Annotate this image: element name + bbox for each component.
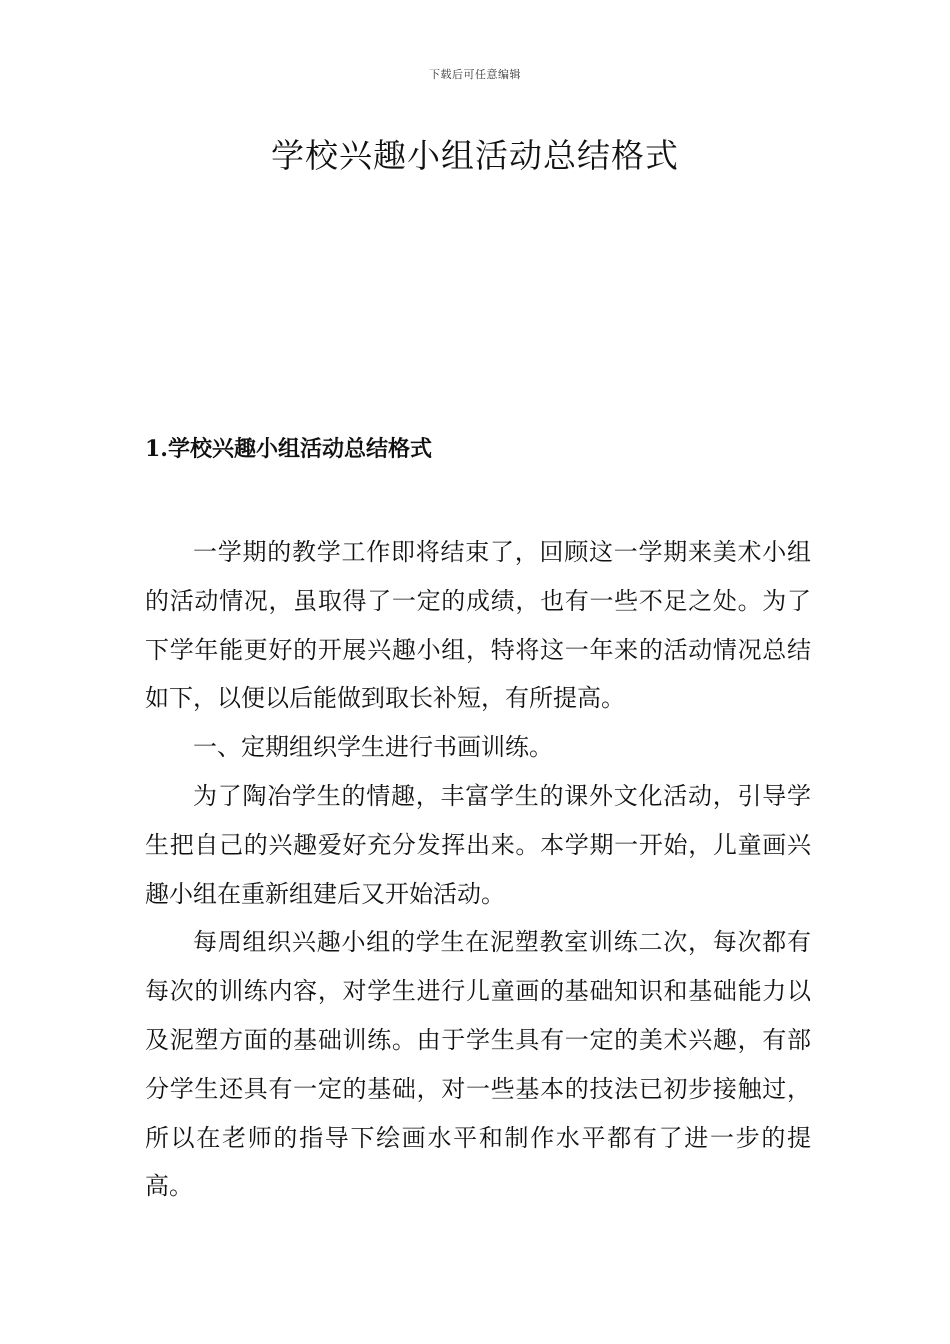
document-body (145, 528, 811, 1211)
page-header-note: 下载后可任意编辑 (429, 68, 521, 81)
paragraph-purpose: 为了陶冶学生的情趣，丰富学生的课外文化活动，引导学生把自己的兴趣爱好充分发挥出来。本学期一开始，儿童画兴趣小组在重新组建后又开始活动。 (145, 781, 811, 908)
document-title: 学校兴趣小组活动总结格式 (271, 136, 679, 175)
paragraph-training: 每周组织兴趣小组的学生在泥塑教室训练二次，每次都有每次的训练内容，对学生进行儿童画的基础知识和基础能力以及泥塑方面的基础训练。由于学生具有一定的美术兴趣，有部分学生还具有一定的基础，对一些基本的技法已初步接触过，所以在老师的指导下绘画水平和制作水平都有了进一步的提高。 (145, 928, 811, 1201)
paragraph-intro: 一学期的教学工作即将结束了，回顾这一学期来美术小组的活动情况，虽取得了一定的成绩，也有一些不足之处。为了下学年能更好的开展兴趣小组，特将这一年来的活动情况总结如下，以便以后能做到取长补短，有所提高。 (145, 538, 811, 713)
paragraph-subheading: 一、定期组织学生进行书画训练。 (193, 733, 553, 762)
section-heading: 1.学校兴趣小组活动总结格式 (145, 436, 432, 462)
